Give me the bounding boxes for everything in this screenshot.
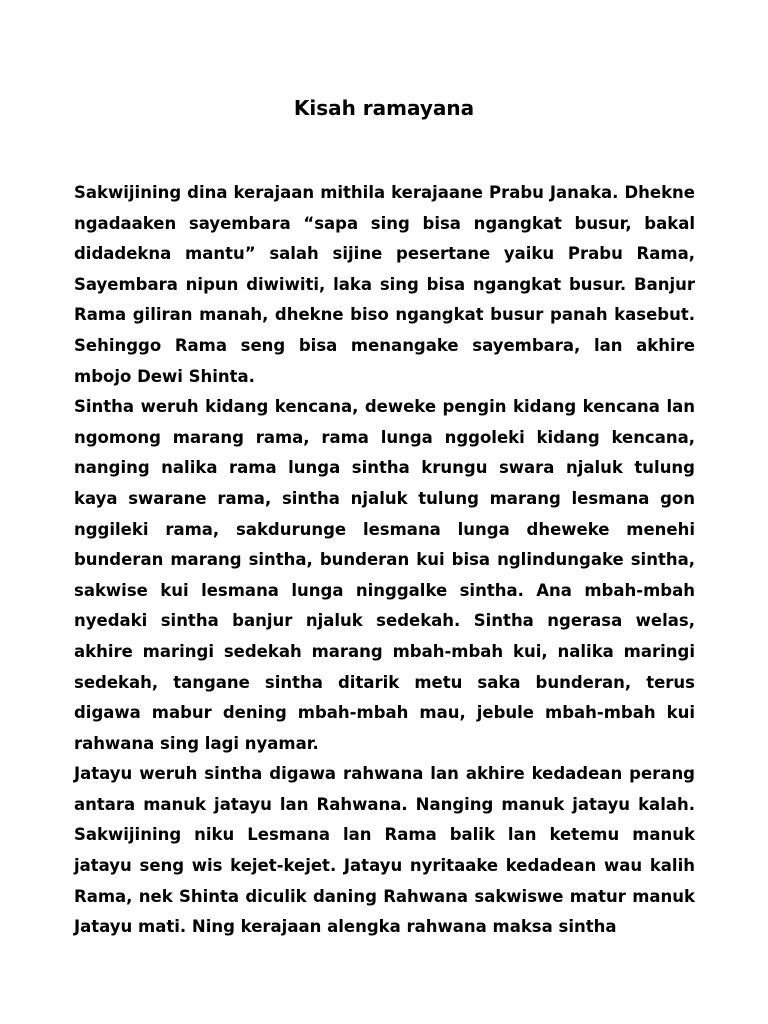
paragraph-3: Jatayu weruh sintha digawa rahwana lan akhire kedadean perang antara manuk jatayu lan Rahwana. Nanging manuk jatayu kalah. Sakwijining niku Lesmana lan Rama balik lan ketemu manuk jatayu seng wis kejet-kejet. Jatayu nyritaake kedadean wau kalih Rama, nek Shinta diculik daning Rahwana sakwiswe matur manuk Jatayu mati. Ning kerajaan alengka rahwana maksa sintha bbox=[74, 764, 695, 937]
paragraph-1: Sakwijining dina kerajaan mithila kerajaane Prabu Janaka. Dhekne ngadaaken sayembara “sapa sing bisa ngangkat busur, bakal didadekna mantu” salah sijine pesertane yaiku Prabu Rama, Sayembara nipun diwiwiti, laka sing bisa ngangkat busur. Banjur Rama giliran manah, dhekne biso ngangkat busur panah kasebut. Sehinggo Rama seng bisa menangake sayembara, lan akhire mbojo Dewi Shinta. bbox=[74, 183, 695, 386]
document-title: Kisah ramayana bbox=[293, 96, 475, 120]
document-body bbox=[74, 178, 695, 943]
paragraph-2: Sintha weruh kidang kencana, deweke pengin kidang kencana lan ngomong marang rama, rama lunga nggoleki kidang kencana, nanging nalika rama lunga sintha krungu swara njaluk tulung kaya swarane rama, sintha njaluk tulung marang lesmana gon nggileki rama, sakdurunge lesmana lunga dheweke menehi bunderan marang sintha, bunderan kui bisa nglindungake sintha, sakwise kui lesmana lunga ninggalke sintha. Ana mbah-mbah nyedaki sintha banjur njaluk sedekah. Sintha ngerasa welas, akhire maringi sedekah marang mbah-mbah kui, nalika maringi sedekah, tangane sintha ditarik metu saka bunderan, terus digawa mabur dening mbah-mbah mau, jebule mbah-mbah kui rahwana sing lagi nyamar. bbox=[74, 397, 695, 753]
